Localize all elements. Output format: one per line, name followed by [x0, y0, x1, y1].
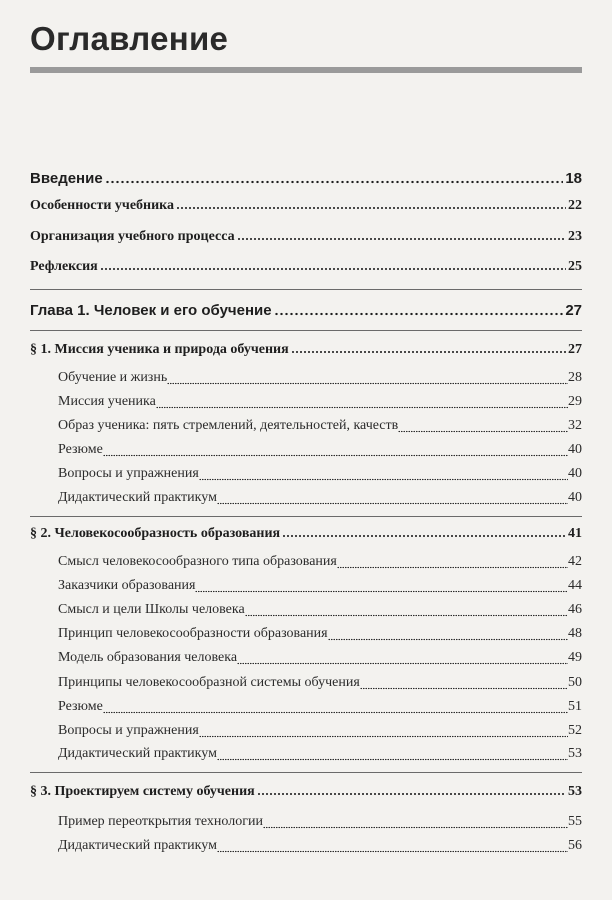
entry-page: 32	[568, 418, 582, 433]
entry-page: 53	[568, 746, 582, 761]
entry-page: 52	[568, 723, 582, 738]
dot-leader	[263, 826, 568, 830]
entry-page: 40	[568, 466, 582, 481]
entry-title: Введение	[30, 170, 103, 187]
entry-page: 44	[568, 578, 582, 593]
dot-leader	[156, 406, 568, 410]
toc-entry-s2-item[interactable]	[58, 626, 582, 642]
entry-title: Вопросы и упражнения	[58, 723, 199, 738]
dot-leader	[328, 638, 568, 642]
entry-page: 49	[568, 650, 582, 665]
entry-title: § 1. Миссия ученика и природа обучения	[30, 342, 289, 357]
toc-entry-s2-item[interactable]	[58, 746, 582, 762]
dot-leader	[103, 711, 568, 715]
toc-entry-s3-item[interactable]	[58, 814, 582, 830]
dot-leader	[176, 206, 566, 210]
entry-title: Резюме	[58, 442, 103, 457]
entry-page: 28	[568, 370, 582, 385]
dot-leader	[245, 614, 568, 618]
dot-leader	[237, 237, 566, 241]
divider	[30, 330, 582, 331]
entry-title: Смысл человекосообразного типа образования	[58, 554, 337, 569]
dot-leader	[257, 792, 566, 796]
dot-leader	[398, 430, 568, 434]
divider	[30, 289, 582, 290]
entry-title: Пример переоткрытия технологии	[58, 814, 263, 829]
toc-entry-reflection[interactable]	[30, 259, 582, 275]
dot-leader	[195, 590, 568, 594]
entry-page: 23	[568, 229, 582, 244]
entry-title: Вопросы и упражнения	[58, 466, 199, 481]
entry-title: Глава 1. Человек и его обучение	[30, 302, 272, 319]
entry-title: Смысл и цели Школы человека	[58, 602, 245, 617]
entry-title: Принцип человекосообразности образования	[58, 626, 328, 641]
entry-page: 18	[565, 170, 582, 187]
page-title: Оглавление	[30, 20, 229, 57]
entry-page: 48	[568, 626, 582, 641]
dot-leader	[291, 350, 566, 354]
dot-leader	[217, 502, 568, 506]
toc-entry-intro[interactable]	[30, 170, 582, 187]
entry-title: Дидактический практикум	[58, 490, 217, 505]
entry-page: 55	[568, 814, 582, 829]
dot-leader	[237, 662, 568, 666]
title-rule	[30, 67, 582, 73]
toc-entry-s1-item[interactable]	[58, 394, 582, 410]
dot-leader	[337, 566, 568, 570]
entry-page: 40	[568, 490, 582, 505]
entry-title: Принципы человекосообразной системы обучения	[58, 675, 360, 690]
toc-entry-s2-item[interactable]	[58, 602, 582, 618]
entry-title: § 2. Человекосообразность образования	[30, 526, 281, 541]
entry-page: 56	[568, 838, 582, 853]
entry-title: § 3. Проектируем систему обучения	[30, 784, 255, 799]
dot-leader	[360, 687, 568, 691]
dot-leader	[167, 382, 568, 386]
toc-entry-section-1[interactable]	[30, 342, 582, 358]
entry-title: Организация учебного процесса	[30, 229, 235, 244]
divider	[30, 772, 582, 773]
dot-leader	[103, 454, 568, 458]
entry-page: 29	[568, 394, 582, 409]
dot-leader	[199, 478, 568, 482]
toc-entry-s2-item[interactable]	[58, 578, 582, 594]
entry-page: 53	[568, 784, 582, 799]
toc-entry-section-3[interactable]	[30, 784, 582, 800]
entry-title: Дидактический практикум	[58, 838, 217, 853]
toc-entry-s2-item[interactable]	[58, 554, 582, 570]
entry-title: Заказчики образования	[58, 578, 196, 593]
toc-entry-s1-item[interactable]	[58, 466, 582, 482]
entry-title: Миссия ученика	[58, 394, 156, 409]
toc-entry-organization[interactable]	[30, 229, 582, 245]
toc-entry-s2-item[interactable]	[58, 675, 582, 691]
dot-leader	[217, 758, 568, 762]
entry-page: 27	[565, 302, 582, 319]
dot-leader	[217, 850, 568, 854]
divider	[30, 516, 582, 517]
entry-title: Образ ученика: пять стремлений, деятельностей, качеств	[58, 418, 399, 433]
entry-page: 50	[568, 675, 582, 690]
toc-entry-s1-item[interactable]	[58, 418, 582, 434]
entry-title: Модель образования человека	[58, 650, 238, 665]
entry-title: Обучение и жизнь	[58, 370, 168, 385]
toc-entry-s1-item[interactable]	[58, 370, 582, 386]
entry-page: 27	[568, 342, 582, 357]
entry-page: 42	[568, 554, 582, 569]
toc-entry-s3-item[interactable]	[58, 838, 582, 854]
entry-title: Резюме	[58, 699, 103, 714]
toc-entry-s1-item[interactable]	[58, 442, 582, 458]
toc-entry-chapter-1[interactable]	[30, 302, 582, 319]
toc-entry-s2-item[interactable]	[58, 699, 582, 715]
toc-entry-s2-item[interactable]	[58, 723, 582, 739]
toc-entry-section-2[interactable]	[30, 526, 582, 542]
entry-page: 22	[568, 198, 582, 213]
toc-entry-s1-item[interactable]	[58, 490, 582, 506]
toc-entry-s2-item[interactable]	[58, 650, 582, 666]
dot-leader	[282, 534, 566, 538]
entry-page: 46	[568, 602, 582, 617]
dot-leader	[100, 267, 566, 271]
dot-leader	[199, 735, 568, 739]
entry-page: 41	[568, 526, 582, 541]
toc-entry-features[interactable]	[30, 198, 582, 214]
entry-page: 25	[568, 259, 582, 274]
dot-leader	[105, 180, 564, 184]
entry-title: Особенности учебника	[30, 198, 175, 213]
entry-title: Рефлексия	[30, 259, 98, 274]
entry-page: 40	[568, 442, 582, 457]
entry-title: Дидактический практикум	[58, 746, 217, 761]
entry-page: 51	[568, 699, 582, 714]
dot-leader	[274, 312, 564, 316]
